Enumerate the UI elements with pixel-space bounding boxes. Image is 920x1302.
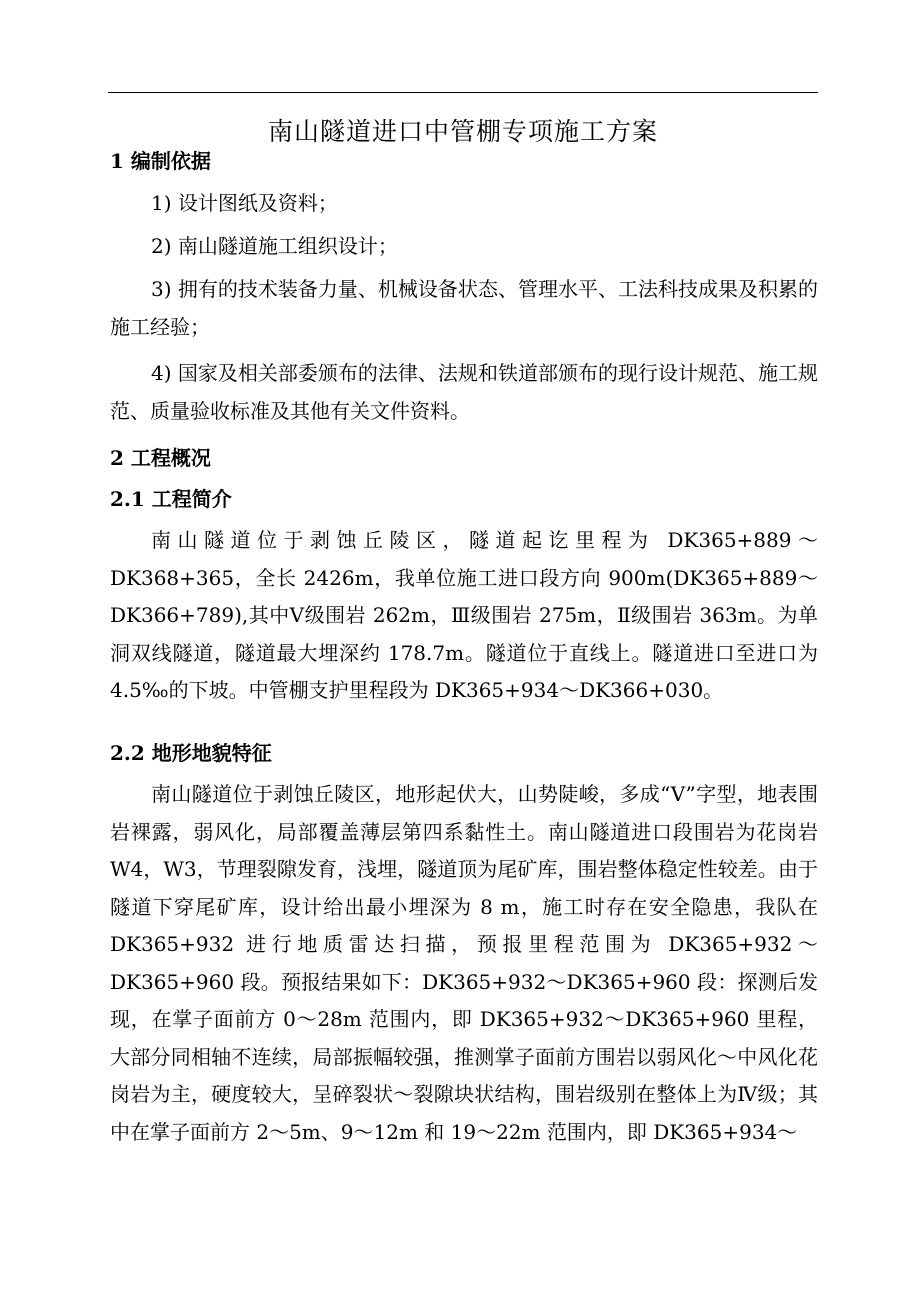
section-heading-1: 1 编制依据 (110, 149, 211, 173)
section-heading-2: 2 工程概况 (110, 446, 211, 470)
section-heading-2-2: 2.2 地形地貌特征 (110, 741, 272, 765)
paragraph-1-4: 4) 国家及相关部委颁布的法律、法规和铁道部颁布的现行设计规范、施工规范、质量验收标准及其他有关文件资料。 (110, 361, 818, 423)
paragraph-2-2: 南山隧道位于剥蚀丘陵区，地形起伏大，山势陡峻，多成“Ⅴ”字型，地表围岩裸露，弱风化，局部覆盖薄层第四系黏性土。南山隧道进口段围岩为花岗岩 W4，W3，节理裂隙发育，浅埋，隧道顶为尾矿库，围岩整体稳定性较差。由于隧道下穿尾矿库，设计给出最小埋深为 8 m，施工时存在安全隐患，我队在 DK365+932 进行地质雷达扫描，预报里程范围为 DK365+932～DK365+960 段。预报结果如下：DK365+932～DK365+960 段：探测后发现，在掌子面前方 0～28m 范围内，即 DK365+932～DK365+960 里程，大部分同相轴不连续，局部振幅较强，推测掌子面前方围岩以弱风化～中风化花岗岩为主，硬度较大，呈碎裂状～裂隙块状结构，围岩级别在整体上为Ⅳ级；其中在掌子面前方 2～5m、9～12m 和 19～22m 范围内，即 DK365+934～ (110, 782, 818, 1144)
document-title: 南山隧道进口中管棚专项施工方案 (267, 117, 658, 146)
section-heading-2-1: 2.1 工程简介 (110, 487, 232, 511)
paragraph-1-2: 2) 南山隧道施工组织设计； (151, 234, 398, 258)
paragraph-2-1: 南山隧道位于剥蚀丘陵区，隧道起讫里程为 DK365+889～DK368+365，全长 2426m，我单位施工进口段方向 900m(DK365+889～DK366+789),其中Ⅴ级围岩 262m，Ⅲ级围岩 275m，Ⅱ级围岩 363m。为单洞双线隧道，隧道最大埋深约 178.7m。隧道位于直线上。隧道进口至进口为 4.5‰的下坡。中管棚支护里程段为 DK365+934～DK366+030。 (110, 528, 818, 702)
paragraph-1-3: 3) 拥有的技术装备力量、机械设备状态、管理水平、工法科技成果及积累的施工经验； (110, 277, 818, 339)
header-rule (108, 92, 818, 93)
paragraph-1-1: 1) 设计图纸及资料； (151, 191, 338, 215)
